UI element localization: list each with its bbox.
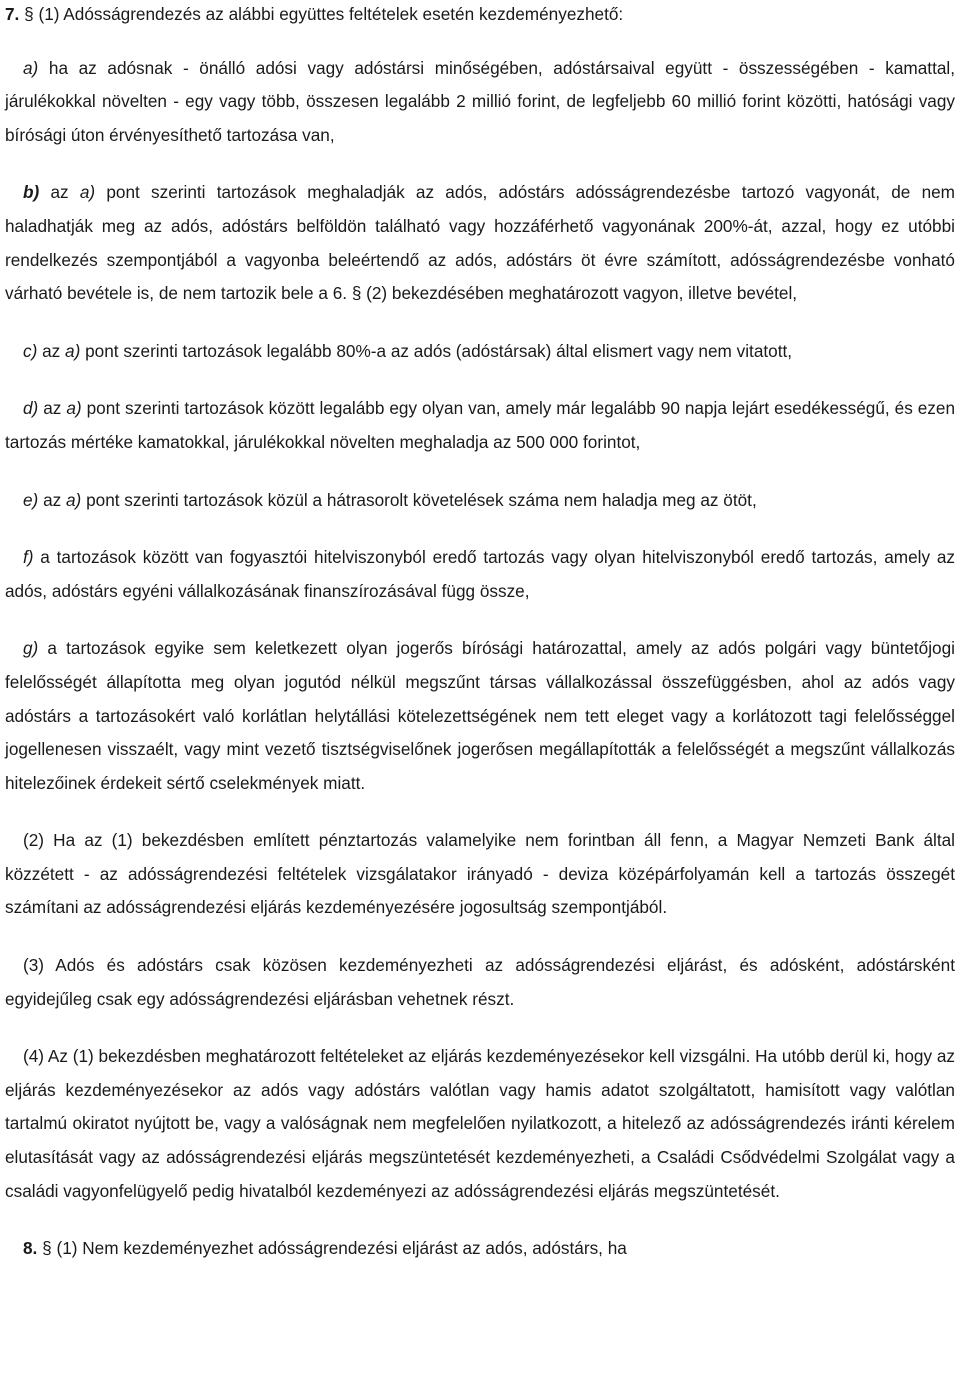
item-label: c) xyxy=(23,340,38,361)
item-c xyxy=(5,335,955,369)
section-number: 7. xyxy=(5,4,20,24)
paragraph-2: (2) Ha az (1) bekezdésben említett pénztartozás valamelyike nem forintban áll fenn, a Magyar Nemzeti Bank által közzétett - az adósságrendezési feltételek vizsgálatakor irányadó - deviza középárfolyamán kell a tartozás összegét számítani az adósságrendezési eljárás kezdeményezésére jogosultság szempontjából. xyxy=(5,830,955,918)
item-ref: a) xyxy=(79,182,96,203)
item-ref: a) xyxy=(65,340,81,361)
item-pre: az xyxy=(39,182,80,203)
item-ref: a) xyxy=(66,489,82,510)
item-text: ha az adósnak - önálló adósi vagy adóstársi minőségében, adóstársaival együtt - összességében - kamattal, járulékokkal növelten - egy vagy több, összesen legalább 2 millió forint, de legfeljebb 60 millió forint közötti, hatósági vagy bírósági úton érvényesíthető tartozása van, xyxy=(5,57,955,145)
item-text: pont szerinti tartozások között legalább egy olyan van, amely már legalább 90 napja lejárt esedékességű, és ezen tartozás mértéke kamatokkal, járulékokkal növelten meghaladja az 500 000 forintot, xyxy=(5,398,956,452)
section-intro: (1) Nem kezdeményezhet adósságrendezési eljárást az adós, adóstárs, ha xyxy=(56,1238,627,1259)
item-b xyxy=(5,176,955,310)
document-page xyxy=(5,0,955,1266)
section-number: 8. xyxy=(23,1238,38,1259)
item-text: pont szerinti tartozások közül a hátrasorolt követelések száma nem haladja meg az ötöt, xyxy=(81,489,757,510)
item-label: a) xyxy=(23,57,39,78)
item-label: g) xyxy=(23,638,39,659)
section-7-heading xyxy=(5,0,955,32)
item-label: d) xyxy=(23,398,39,419)
paragraph-4: (4) Az (1) bekezdésben meghatározott feltételeket az eljárás kezdeményezésekor kell vizsgálni. Ha utóbb derül ki, hogy az eljárás kezdeményezésekor az adós vagy adóstárs valótlan vagy hamis adatot szolgáltatott, hamisított vagy valótlan tartalmú okiratot nyújtott be, vagy a valóságnak nem megfelelően nyilatkozott, a hitelező az adósságrendezés iránti kérelem elutasítását vagy az adósságrendezési eljárás megszüntetését kezdeményezheti, a Családi Csődvédelmi Szolgálat vagy a családi vagyonfelügyelő pedig hivatalból kezdeményezi az adósságrendezési eljárás megszüntetését. xyxy=(5,1046,955,1201)
item-ref: a) xyxy=(66,398,82,419)
item-pre: az xyxy=(38,398,67,419)
item-d xyxy=(5,392,955,459)
item-label: e) xyxy=(23,489,39,510)
section-8-heading xyxy=(5,1232,955,1266)
item-g xyxy=(5,632,955,800)
item-text: a tartozások egyike sem keletkezett olyan jogerős bírósági határozattal, amely az adós polgári vagy büntetőjogi felelősségét állapította meg olyan jogutód nélkül megszűnt társas vállalkozással összefüggésben, ahol az adós vagy adóstárs a tartozásokért való korlátlan helytállási kötelezettségének nem tett eleget vagy a korlátozott tagi felelősséggel jogellenesen visszaélt, vagy mint vezető tisztségviselőnek jogerősen megállapították a felelősségét a megszűnt vállalkozás hitelezőinek érdekeit sértő cselekmények miatt. xyxy=(5,638,955,793)
item-a xyxy=(5,52,955,153)
item-e xyxy=(5,484,955,518)
item-pre: az xyxy=(38,489,66,510)
item-text: pont szerinti tartozások legalább 80%-a az adós (adóstársak) által elismert vagy nem vitatott, xyxy=(80,340,793,361)
item-f xyxy=(5,541,955,608)
paragraph-3: (3) Adós és adóstárs csak közösen kezdeményezheti az adósságrendezési eljárást, és adósként, adóstársként egyidejűleg csak egy adósságrendezési eljárásban vehetnek részt. xyxy=(5,955,955,1009)
section-intro: (1) Adósságrendezés az alábbi együttes feltételek esetén kezdeményezhető: xyxy=(38,4,624,24)
item-label: f) xyxy=(23,547,34,568)
item-pre: az xyxy=(37,340,66,361)
item-text: pont szerinti tartozások meghaladják az adós, adóstárs adósságrendezésbe tartozó vagyonát, de nem haladhatják meg az adós, adóstárs belföldön található vagy hozzáférhető vagyonának 200%-át, azzal, hogy ez utóbbi rendelkezés szempontjából a vagyonba beleértendő az adós, adóstárs öt évre számított, adósságrendezésbe vonható várható bevétele is, de nem tartozik bele a 6. § (2) bekezdésében meghatározott vagyon, illetve bevétel, xyxy=(5,182,955,304)
section-sign: § xyxy=(24,4,34,24)
item-text: a tartozások között van fogyasztói hitelviszonyból eredő tartozás vagy olyan hitelviszonyból eredő tartozás, amely az adós, adóstárs egyéni vállalkozásának finanszírozásával függ össze, xyxy=(5,547,955,601)
item-label: b) xyxy=(23,182,40,203)
section-sign: § xyxy=(42,1238,52,1259)
